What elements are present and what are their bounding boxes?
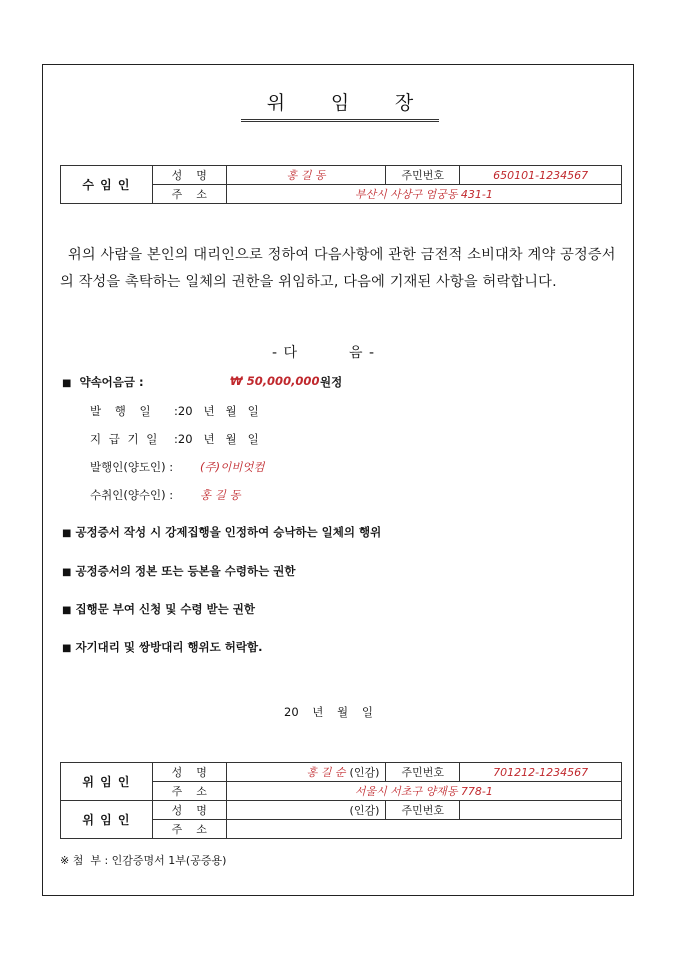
- grantor2-id-label: 주민번호: [386, 801, 460, 820]
- grantor2-name-cell: [226, 801, 386, 820]
- grantee-group-label: 수 임 인: [61, 166, 153, 204]
- grantee-address-value: 부산시 사상구 엄궁동 431-1: [226, 185, 621, 204]
- grantor2-name-label: 성 명: [152, 801, 226, 820]
- document-title: [0, 88, 680, 122]
- recipient-line: [90, 487, 241, 503]
- grantor2-group-label: 위 임 인: [61, 801, 153, 839]
- recipient-value: 홍 길 동: [200, 488, 241, 502]
- signing-date: 20 년 월 일: [284, 705, 373, 719]
- amount-label: 약속어음금 :: [79, 375, 144, 389]
- issuer-label: 발행인(양도인) :: [90, 460, 174, 474]
- list-item: [62, 524, 381, 540]
- issuer-line: [90, 459, 265, 475]
- grantor2-address-label: 주 소: [152, 820, 226, 839]
- grantor1-id-value: 701212-1234567: [460, 763, 622, 782]
- issuer-value: (주)이비엇컴: [200, 460, 265, 474]
- amount-suffix: 원정: [320, 375, 343, 389]
- list-item: [62, 601, 255, 617]
- amount-line: [62, 374, 343, 390]
- item-2-text: 공정증서의 정본 또는 등본을 수령하는 권한: [75, 564, 296, 578]
- item-1-text: 공정증서 작성 시 강제집행을 인정하여 승낙하는 일체의 행위: [75, 525, 382, 539]
- pay-date-label: 지 급 기 일: [90, 432, 158, 446]
- dagum-right: 음 -: [349, 345, 375, 361]
- title-char-3: 장: [394, 92, 414, 114]
- attachment-note: ※ 첨 부 : 인감증명서 1부(공증용): [60, 854, 227, 867]
- grantor2-address-value: [226, 820, 621, 839]
- square-bullet-icon: ■: [62, 567, 72, 578]
- grantee-id-label: 주민번호: [386, 166, 460, 185]
- grantee-name-value: 홍 길 동: [226, 166, 386, 185]
- grantee-id-value: 650101-1234567: [460, 166, 622, 185]
- grantor2-seal: (인감): [349, 804, 380, 817]
- grantor1-address-label: 주 소: [152, 782, 226, 801]
- issue-date-line: [90, 403, 259, 419]
- square-bullet-icon: ■: [62, 643, 72, 654]
- item-4-text: 자기대리 및 쌍방대리 행위도 허락함.: [75, 640, 263, 654]
- grantor-table: [60, 762, 622, 839]
- title-char-1: 위: [266, 92, 286, 114]
- square-bullet-icon: ■: [62, 605, 72, 616]
- grantor1-name-cell: [226, 763, 386, 782]
- title-char-2: 임: [330, 92, 350, 114]
- grantor1-name-value: 홍 길 순: [306, 766, 346, 779]
- grantor2-id-value: [460, 801, 622, 820]
- dagum-left: - 다: [272, 345, 298, 361]
- list-item: [62, 563, 295, 579]
- pay-date-line: [90, 431, 259, 447]
- square-bullet-icon: ■: [62, 528, 72, 539]
- delegation-paragraph: 위의 사람을 본인의 대리인으로 정하여 다음사항에 관한 금전적 소비대차 계약 공정증서의 작성을 촉탁하는 일체의 권한을 위임하고, 다음에 기재된 사항을 허락합니다.: [60, 247, 616, 290]
- section-heading-dagum: [272, 342, 374, 362]
- pay-date-value: :20 년 월 일: [174, 432, 259, 446]
- issue-date-value: :20 년 월 일: [174, 404, 259, 418]
- grantor1-name-label: 성 명: [152, 763, 226, 782]
- amount-value: ₩ 50,000,000: [230, 374, 320, 388]
- grantor1-group-label: 위 임 인: [61, 763, 153, 801]
- list-item: [62, 639, 262, 655]
- grantee-table: [60, 165, 622, 204]
- grantee-address-label: 주 소: [152, 185, 226, 204]
- grantor1-id-label: 주민번호: [386, 763, 460, 782]
- square-bullet-icon: ■: [62, 378, 72, 389]
- item-3-text: 집행문 부여 신청 및 수령 받는 권한: [75, 602, 255, 616]
- grantor1-seal: (인감): [349, 766, 380, 779]
- recipient-label: 수취인(양수인) :: [90, 488, 174, 502]
- grantor1-address-value: 서울시 서초구 양재동 778-1: [226, 782, 621, 801]
- issue-date-label: 발 행 일: [90, 404, 151, 418]
- grantee-name-label: 성 명: [152, 166, 226, 185]
